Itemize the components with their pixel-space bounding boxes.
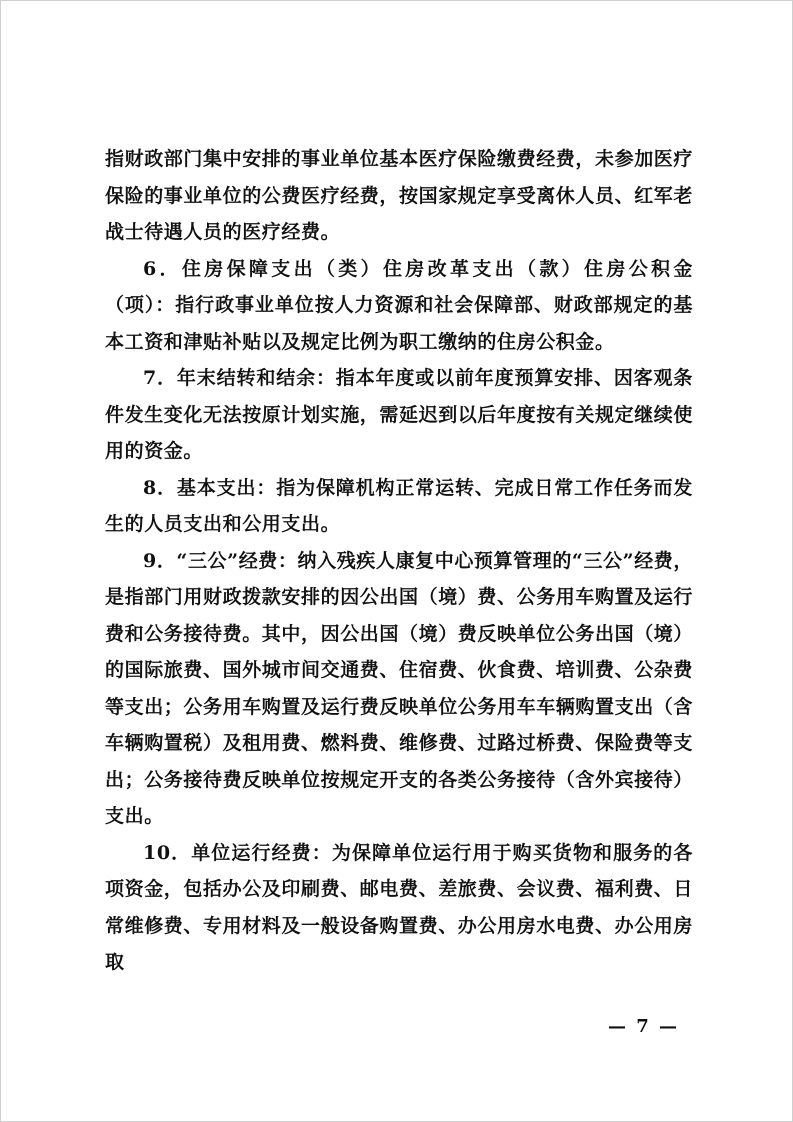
document-body — [105, 141, 693, 981]
paragraph-year-end-balance: 7．年末结转和结余：指本年度或以前年度预算安排、因客观条件发生变化无法按原计划实施，需延迟到以后年度按有关规定继续使用的资金。 — [105, 367, 694, 462]
paragraph-housing-fund: 6．住房保障支出（类）住房改革支出（款）住房公积金（项）：指行政事业单位按人力资源和社会保障部、财政部规定的基本工资和津贴补贴以及规定比例为职工缴纳的住房公积金。 — [105, 257, 693, 353]
paragraph-basic-expenditure: 8．基本支出：指为保障机构正常运转、完成日常工作任务而发生的人员支出和公用支出。 — [105, 476, 693, 535]
page-number: — 7 — — [608, 1016, 680, 1037]
paragraph-operating-funds: 10．单位运行经费：为保障单位运行用于购买货物和服务的各项资金，包括办公及印刷费、邮电费、差旅费、会议费、福利费、日常维修费、专用材料及一般设备购置费、办公用房水电费、办公用房取 — [105, 841, 694, 973]
paragraph-three-public-funds: 9．“三公”经费：纳入残疾人康复中心预算管理的“三公”经费，是指部门用财政拨款安排的因公出国（境）费、公务用车购置及运行费和公务接待费。其中，因公出国（境）费反映单位公务出国（境）的国际旅费、国外城市间交通费、住宿费、伙食费、培训费、公杂费等支出；公务用车购置及运行费反映单位公务用车车辆购置支出（含车辆购置税）及租用费、燃料费、维修费、过路过桥费、保险费等支出；公务接待费反映单位按规定开支的各类公务接待（含外宾接待）支出。 — [105, 549, 694, 827]
paragraph-medical-continued: 指财政部门集中安排的事业单位基本医疗保险缴费经费，未参加医疗保险的事业单位的公费医疗经费，按国家规定享受离休人员、红军老战士待遇人员的医疗经费。 — [105, 148, 694, 243]
